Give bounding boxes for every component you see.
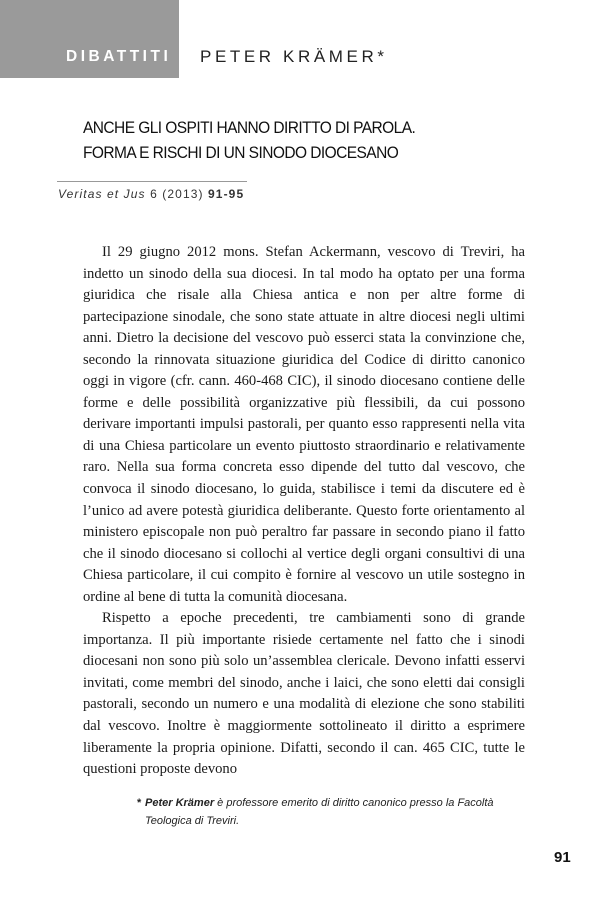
footnote-author: Peter Krämer: [145, 797, 215, 809]
footnote-marker: *: [137, 797, 142, 809]
journal-name: Veritas et Jus: [58, 187, 146, 201]
title-divider: [57, 181, 247, 182]
page-number: 91: [554, 849, 571, 866]
author-name: PETER KRÄMER*: [200, 47, 388, 66]
title-line-1: ANCHE GLI OSPITI HANNO DIRITTO DI PAROLA.: [83, 119, 416, 137]
journal-volume-year: 6 (2013): [150, 187, 204, 201]
article-title: [83, 116, 497, 166]
journal-citation: [58, 187, 244, 201]
journal-pages: 91-95: [208, 187, 245, 201]
footnote-text: è professore emerito di diritto canonico presso la Facoltà Teologica di Treviri.: [145, 797, 494, 827]
section-label: DIBATTITI: [66, 48, 172, 65]
body-paragraph-1: Il 29 giugno 2012 mons. Stefan Ackermann, vescovo di Treviri, ha indetto un sinodo della sua diocesi. In tal modo ha optato per una forma giuridica che risale alla Chiesa antica e non per altre forme di partecipazione sinodale, che sono state attuate in altre diocesi negli ultimi anni. Dietro la decisione del vescovo può esserci stata la convinzione che, secondo la rinnovata situazione giuridica del Codice di diritto canonico oggi in vigore (cfr. cann. 460-468 CIC), il sinodo diocesano contiene delle forme e delle possibilità organizzative più flessibili, da cui possono derivare importanti impulsi pastorali, per quanto esso rappresenti nella vita di una Chiesa particolare un evento piuttosto straordinario e relativamente raro. Nella sua forma concreta esso dipende del tutto dal vescovo, che convoca il sinodo diocesano, lo guida, stabilisce i temi da discutere ed è l’unico ad avere potestà giuridica deliberante. Questo forte orientamento al ministero episcopale non può peraltro far passare in secondo piano il fatto che il sinodo diocesano si collochi al vertice degli organi consultivi di una Chiesa particolare, il cui compito è fornire al vescovo un utile sostegno in ordine al bene di tutta la comunità diocesana.: [83, 244, 525, 605]
body-paragraph-2: Rispetto a epoche precedenti, tre cambiamenti sono di grande importanza. Il più importante risiede certamente nel fatto che i sinodi diocesani non sono più solo un’assemblea clericale. Devono infatti esservi invitati, come membri del sinodo, anche i laici, che sono eletti dai consigli pastorali, secondo un numero e una modalità di elezione che sono stabiliti dal vescovo. Inoltre è maggiormente sottolineato il diritto a esprimere liberamente la propria opinione. Difatti, secondo il can. 465 CIC, tutte le questioni proposte devono: [83, 610, 525, 778]
section-band: [0, 0, 179, 78]
footnote: [137, 794, 530, 830]
article-body: [83, 242, 525, 781]
title-line-2: FORMA E RISCHI DI UN SINODO DIOCESANO: [83, 144, 399, 162]
